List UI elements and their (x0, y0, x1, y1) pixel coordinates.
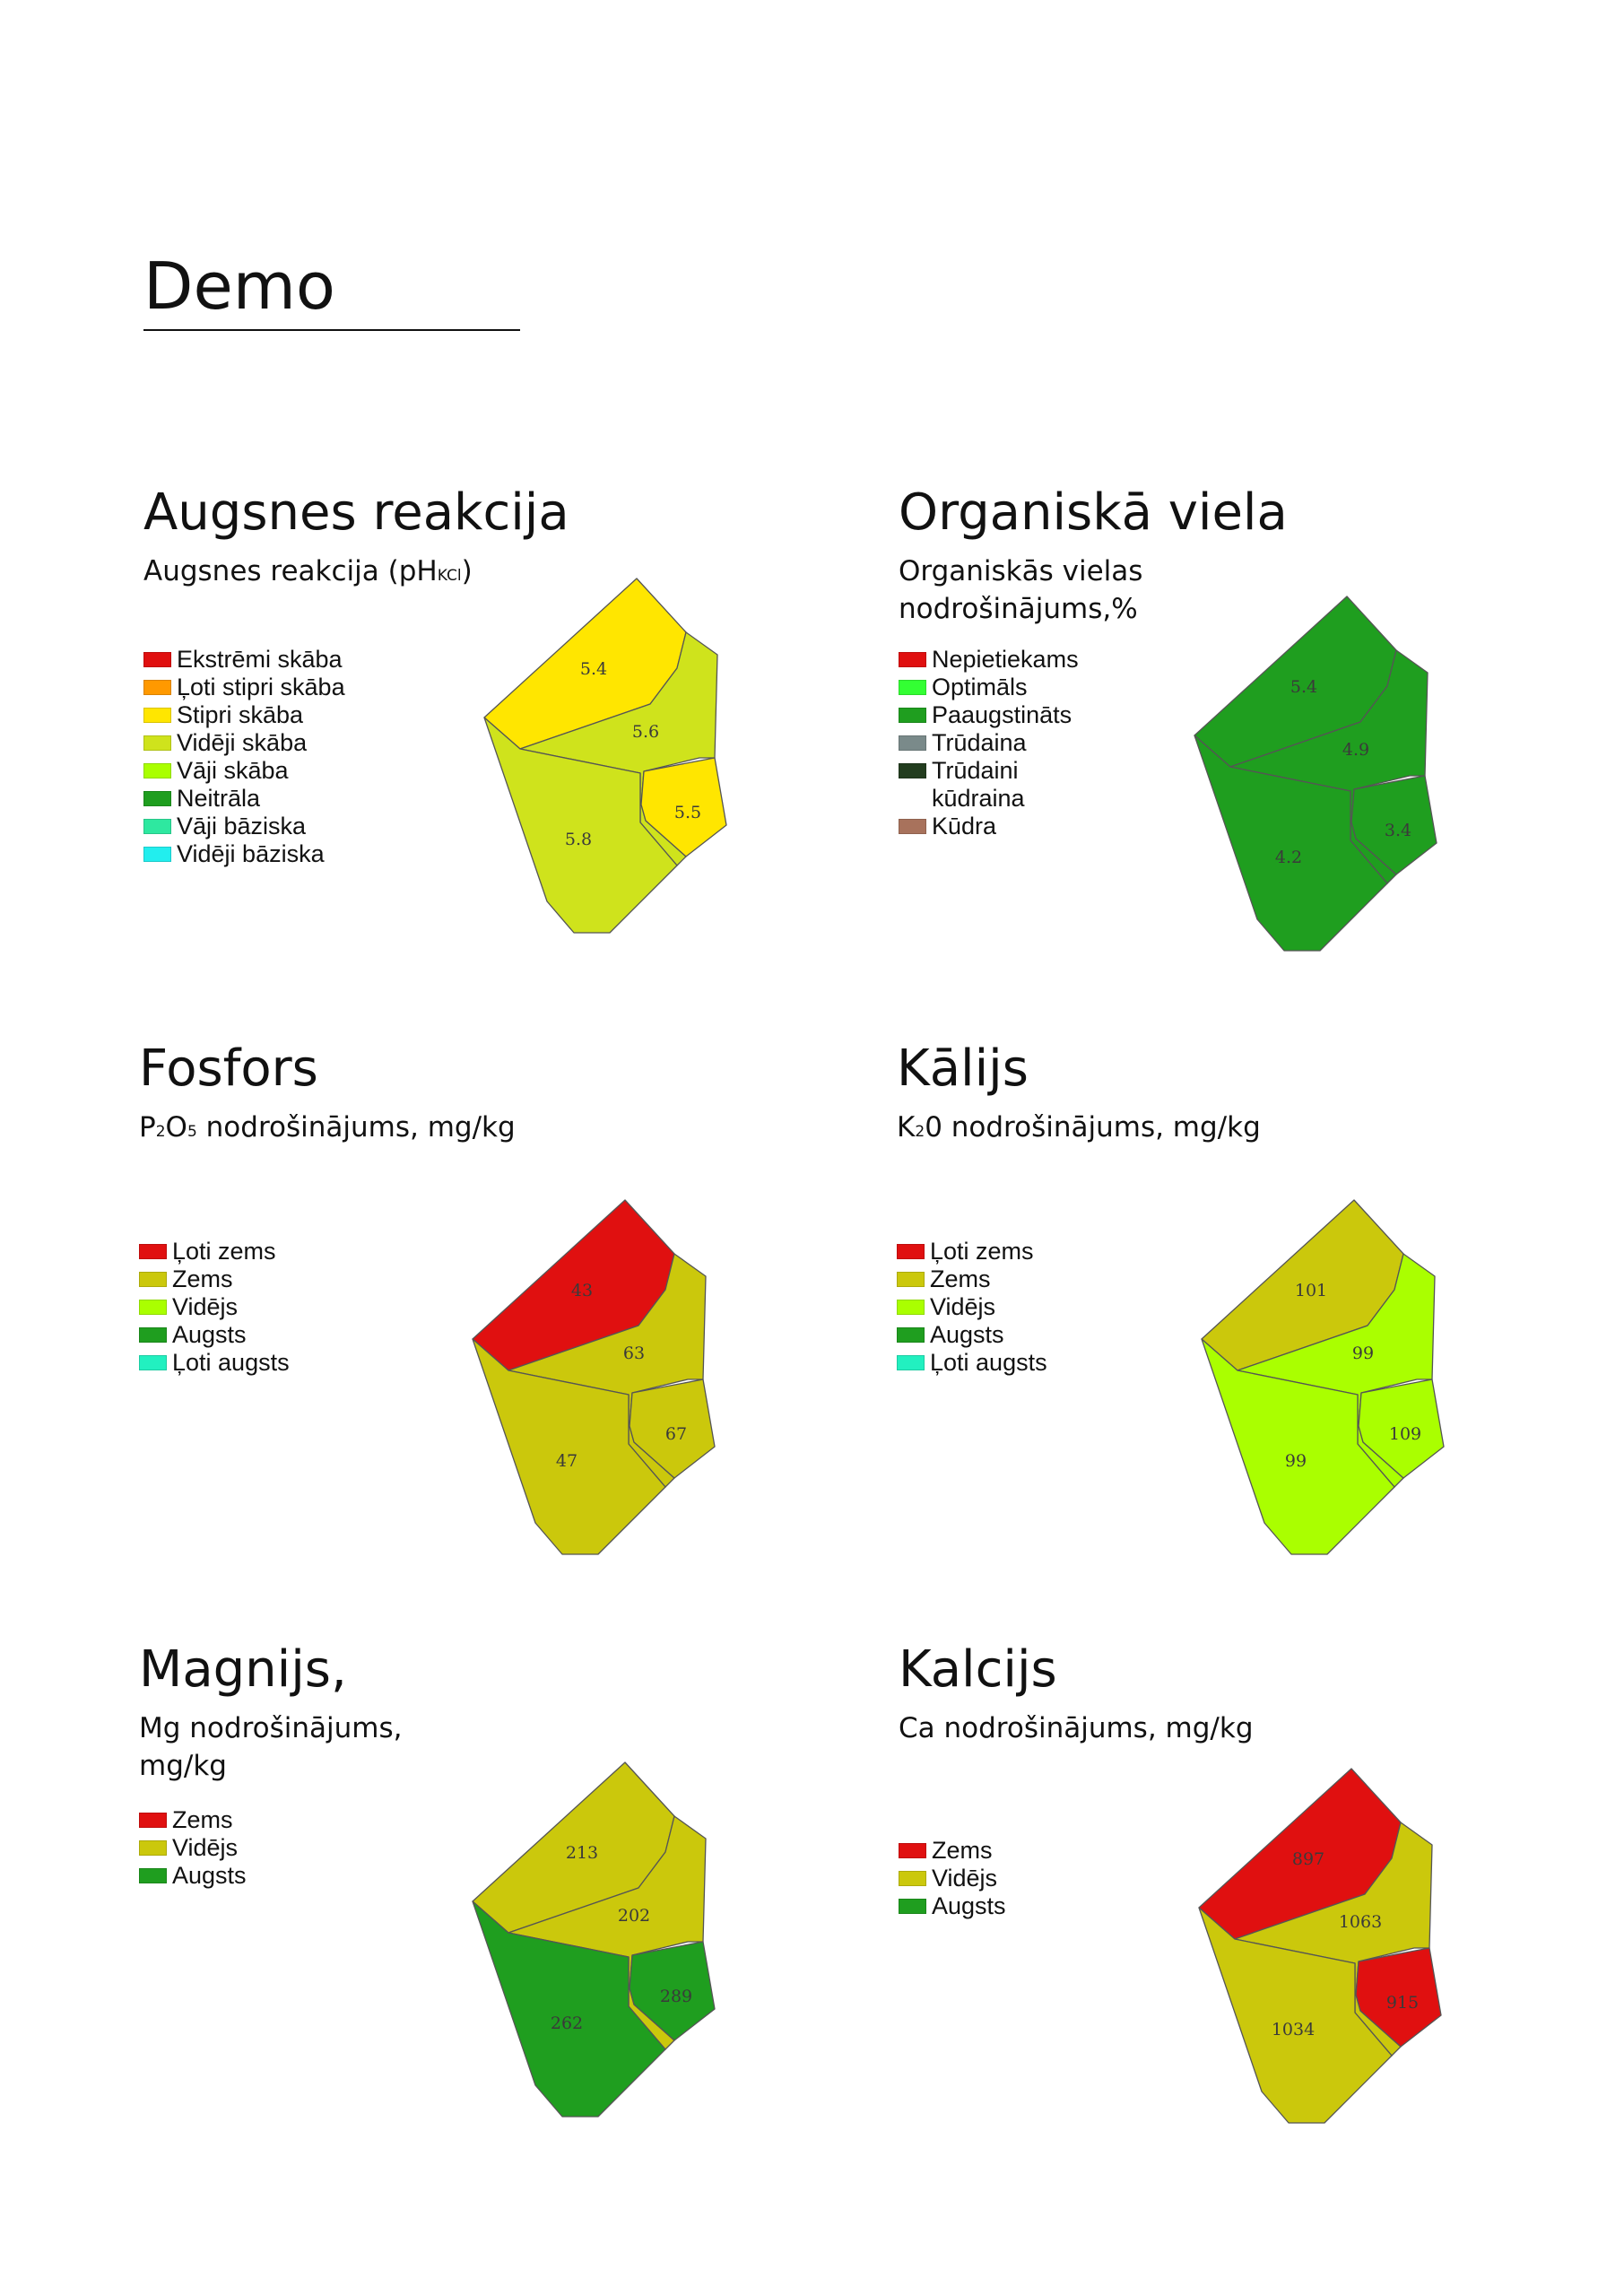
field-value-label: 99 (1284, 1451, 1307, 1471)
legend-swatch (139, 1840, 167, 1856)
legend-item (143, 785, 345, 813)
panel-potassium (897, 1040, 1624, 1578)
field-value-label: 5.5 (673, 803, 702, 822)
subtitle-text: P (139, 1111, 156, 1144)
field-value-label: 4.2 (1274, 848, 1303, 867)
field-value-label: 202 (617, 1906, 651, 1926)
legend-item (139, 1265, 290, 1293)
field-value-label: 101 (1294, 1281, 1328, 1300)
legend-label: Paaugstināts (932, 701, 1073, 728)
field-value-label: 5.4 (579, 659, 608, 679)
legend-item (899, 1837, 1006, 1865)
legend-item (143, 674, 345, 701)
panel-subtitle (143, 552, 473, 595)
legend-swatch (139, 1868, 167, 1883)
field-value-label: 897 (1291, 1849, 1325, 1869)
legend-label: Zems (172, 1265, 233, 1292)
legend-label: Vidējs (172, 1293, 239, 1320)
legend-swatch (897, 1355, 925, 1370)
legend-item (899, 701, 1079, 729)
legend (143, 646, 345, 868)
legend-swatch (143, 791, 171, 806)
panel-subtitle (897, 1109, 1261, 1151)
legend-label: Trūdaini kūdraina (932, 757, 1025, 812)
legend-swatch (899, 819, 926, 834)
legend-item (899, 729, 1079, 757)
legend-swatch (899, 1899, 926, 1914)
legend (899, 646, 1079, 840)
legend-label: Ļoti stipri skāba (177, 674, 345, 700)
legend-label: Ļoti augsts (172, 1349, 290, 1376)
panel-organic-matter (899, 484, 1624, 1022)
panel-title: Augsnes reakcija (143, 483, 569, 542)
legend-label: Neitrāla (177, 785, 261, 812)
legend-item (143, 701, 345, 729)
field-value-label: 1034 (1271, 2020, 1316, 2039)
field-map (1199, 1769, 1468, 2145)
document-title: Demo (143, 248, 335, 324)
legend-label: Vidējs (932, 1865, 998, 1892)
field-value-label: 47 (555, 1451, 578, 1471)
subtitle-text: Augsnes reakcija (pH (143, 555, 438, 587)
legend-item (897, 1265, 1047, 1293)
legend-label: Vidējs (930, 1293, 996, 1320)
legend-item (899, 1892, 1006, 1920)
legend-swatch (897, 1244, 925, 1259)
legend-swatch (139, 1272, 167, 1287)
legend-label: Augsts (930, 1321, 1004, 1348)
legend-item (897, 1293, 1047, 1321)
legend-label: Nepietiekams (932, 646, 1079, 673)
panel-title: Magnijs, (139, 1640, 347, 1699)
field-map (1202, 1200, 1471, 1577)
panel-subtitle: Ca nodrošinājums, mg/kg (899, 1712, 1254, 1744)
field-value-label: 5.6 (631, 722, 660, 742)
legend-item (899, 757, 1079, 813)
legend-swatch (897, 1272, 925, 1287)
legend-item (143, 840, 345, 868)
legend-item (139, 1806, 247, 1834)
subtitle-text-end: nodrošinājums, mg/kg (196, 1111, 516, 1144)
legend-label: Vidējs (172, 1834, 239, 1861)
legend-label: Zems (930, 1265, 991, 1292)
field-value-label: 63 (622, 1344, 646, 1363)
legend-label: Vidēji skāba (177, 729, 308, 756)
legend-item (899, 646, 1079, 674)
panel-subtitle: Organiskās vielas nodrošinājums,% (899, 555, 1143, 625)
legend-swatch (139, 1355, 167, 1370)
legend-swatch (143, 680, 171, 695)
field-value-label: 4.9 (1342, 740, 1370, 760)
legend-item (143, 757, 345, 785)
legend-item (139, 1238, 290, 1265)
legend-swatch (143, 819, 171, 834)
panel-subtitle (139, 1109, 516, 1151)
panel-phosphorus (139, 1040, 910, 1578)
legend-item (899, 674, 1079, 701)
panel-magnesium (139, 1641, 910, 2179)
legend (899, 1837, 1006, 1920)
legend-swatch (899, 652, 926, 667)
panel-title: Kālijs (897, 1039, 1029, 1098)
legend-item (897, 1349, 1047, 1377)
field-value-label: 67 (664, 1424, 688, 1444)
legend-swatch (899, 1843, 926, 1858)
legend-swatch (899, 763, 926, 778)
field-value-label: 262 (550, 2013, 584, 2033)
field-value-label: 289 (659, 1987, 693, 2006)
legend-swatch (143, 652, 171, 667)
field-value-label: 213 (565, 1843, 599, 1863)
legend-item (139, 1862, 247, 1890)
panel-subtitle: Mg nodrošinājums, mg/kg (139, 1712, 403, 1782)
subtitle-subscript: 2 (915, 1123, 925, 1141)
field-map (484, 578, 753, 955)
legend-item (139, 1293, 290, 1321)
legend-swatch (139, 1327, 167, 1343)
legend-item (143, 646, 345, 674)
legend-swatch (897, 1327, 925, 1343)
legend-label: Kūdra (932, 813, 997, 839)
legend-label: Ļoti zems (930, 1238, 1034, 1265)
field-map (473, 1200, 742, 1577)
panel-title: Fosfors (139, 1039, 318, 1098)
legend (139, 1238, 290, 1377)
field-map (1194, 596, 1463, 973)
legend-item (139, 1321, 290, 1349)
legend-label: Augsts (172, 1321, 247, 1348)
field-value-label: 109 (1388, 1424, 1422, 1444)
legend-label: Vidēji bāziska (177, 840, 325, 867)
panel-soil-reaction (143, 484, 915, 1022)
legend-label: Zems (932, 1837, 993, 1864)
legend-swatch (899, 735, 926, 751)
subtitle-subscript: KCl (437, 567, 462, 585)
subtitle-text-end: ) (461, 555, 473, 587)
field-value-label: 1063 (1338, 1912, 1383, 1932)
legend-label: Trūdaina (932, 729, 1027, 756)
field-value-label: 3.4 (1384, 821, 1412, 840)
legend-swatch (143, 708, 171, 723)
legend-label: Ļoti zems (172, 1238, 276, 1265)
legend-swatch (143, 763, 171, 778)
legend-item (899, 1865, 1006, 1892)
legend-swatch (897, 1300, 925, 1315)
field-value-label: 99 (1351, 1344, 1375, 1363)
legend-item (143, 813, 345, 840)
panel-calcium (899, 1641, 1624, 2179)
legend-item (139, 1349, 290, 1377)
legend-label: Zems (172, 1806, 233, 1833)
legend-swatch (143, 847, 171, 862)
legend-swatch (899, 680, 926, 695)
legend-label: Optimāls (932, 674, 1028, 700)
field-value-label: 5.4 (1290, 677, 1318, 697)
legend-label: Stipri skāba (177, 701, 304, 728)
legend-item (899, 813, 1079, 840)
subtitle-subscript: 5 (187, 1123, 197, 1141)
legend-item (897, 1321, 1047, 1349)
panel-title: Organiskā viela (899, 483, 1288, 542)
legend-swatch (899, 708, 926, 723)
legend-label: Vāji bāziska (177, 813, 307, 839)
legend-item (143, 729, 345, 757)
legend-swatch (899, 1871, 926, 1886)
legend-swatch (139, 1244, 167, 1259)
legend-label: Augsts (932, 1892, 1006, 1919)
legend-label: Vāji skāba (177, 757, 289, 784)
subtitle-subscript: 2 (155, 1123, 166, 1141)
title-underline (143, 329, 520, 331)
legend-swatch (139, 1813, 167, 1828)
legend-item (139, 1834, 247, 1862)
legend (139, 1806, 247, 1890)
legend-label: Ekstrēmi skāba (177, 646, 343, 673)
legend-label: Ļoti augsts (930, 1349, 1047, 1376)
legend-swatch (143, 735, 171, 751)
field-value-label: 915 (1385, 1993, 1420, 2013)
legend-item (897, 1238, 1047, 1265)
subtitle-text: O (165, 1111, 187, 1144)
field-value-label: 5.8 (564, 830, 593, 849)
legend (897, 1238, 1047, 1377)
legend-label: Augsts (172, 1862, 247, 1889)
subtitle-text: K (897, 1111, 916, 1144)
field-value-label: 43 (570, 1281, 594, 1300)
panel-title: Kalcijs (899, 1640, 1057, 1699)
field-map (473, 1762, 742, 2139)
subtitle-text-end: 0 nodrošinājums, mg/kg (925, 1111, 1261, 1144)
legend-swatch (139, 1300, 167, 1315)
